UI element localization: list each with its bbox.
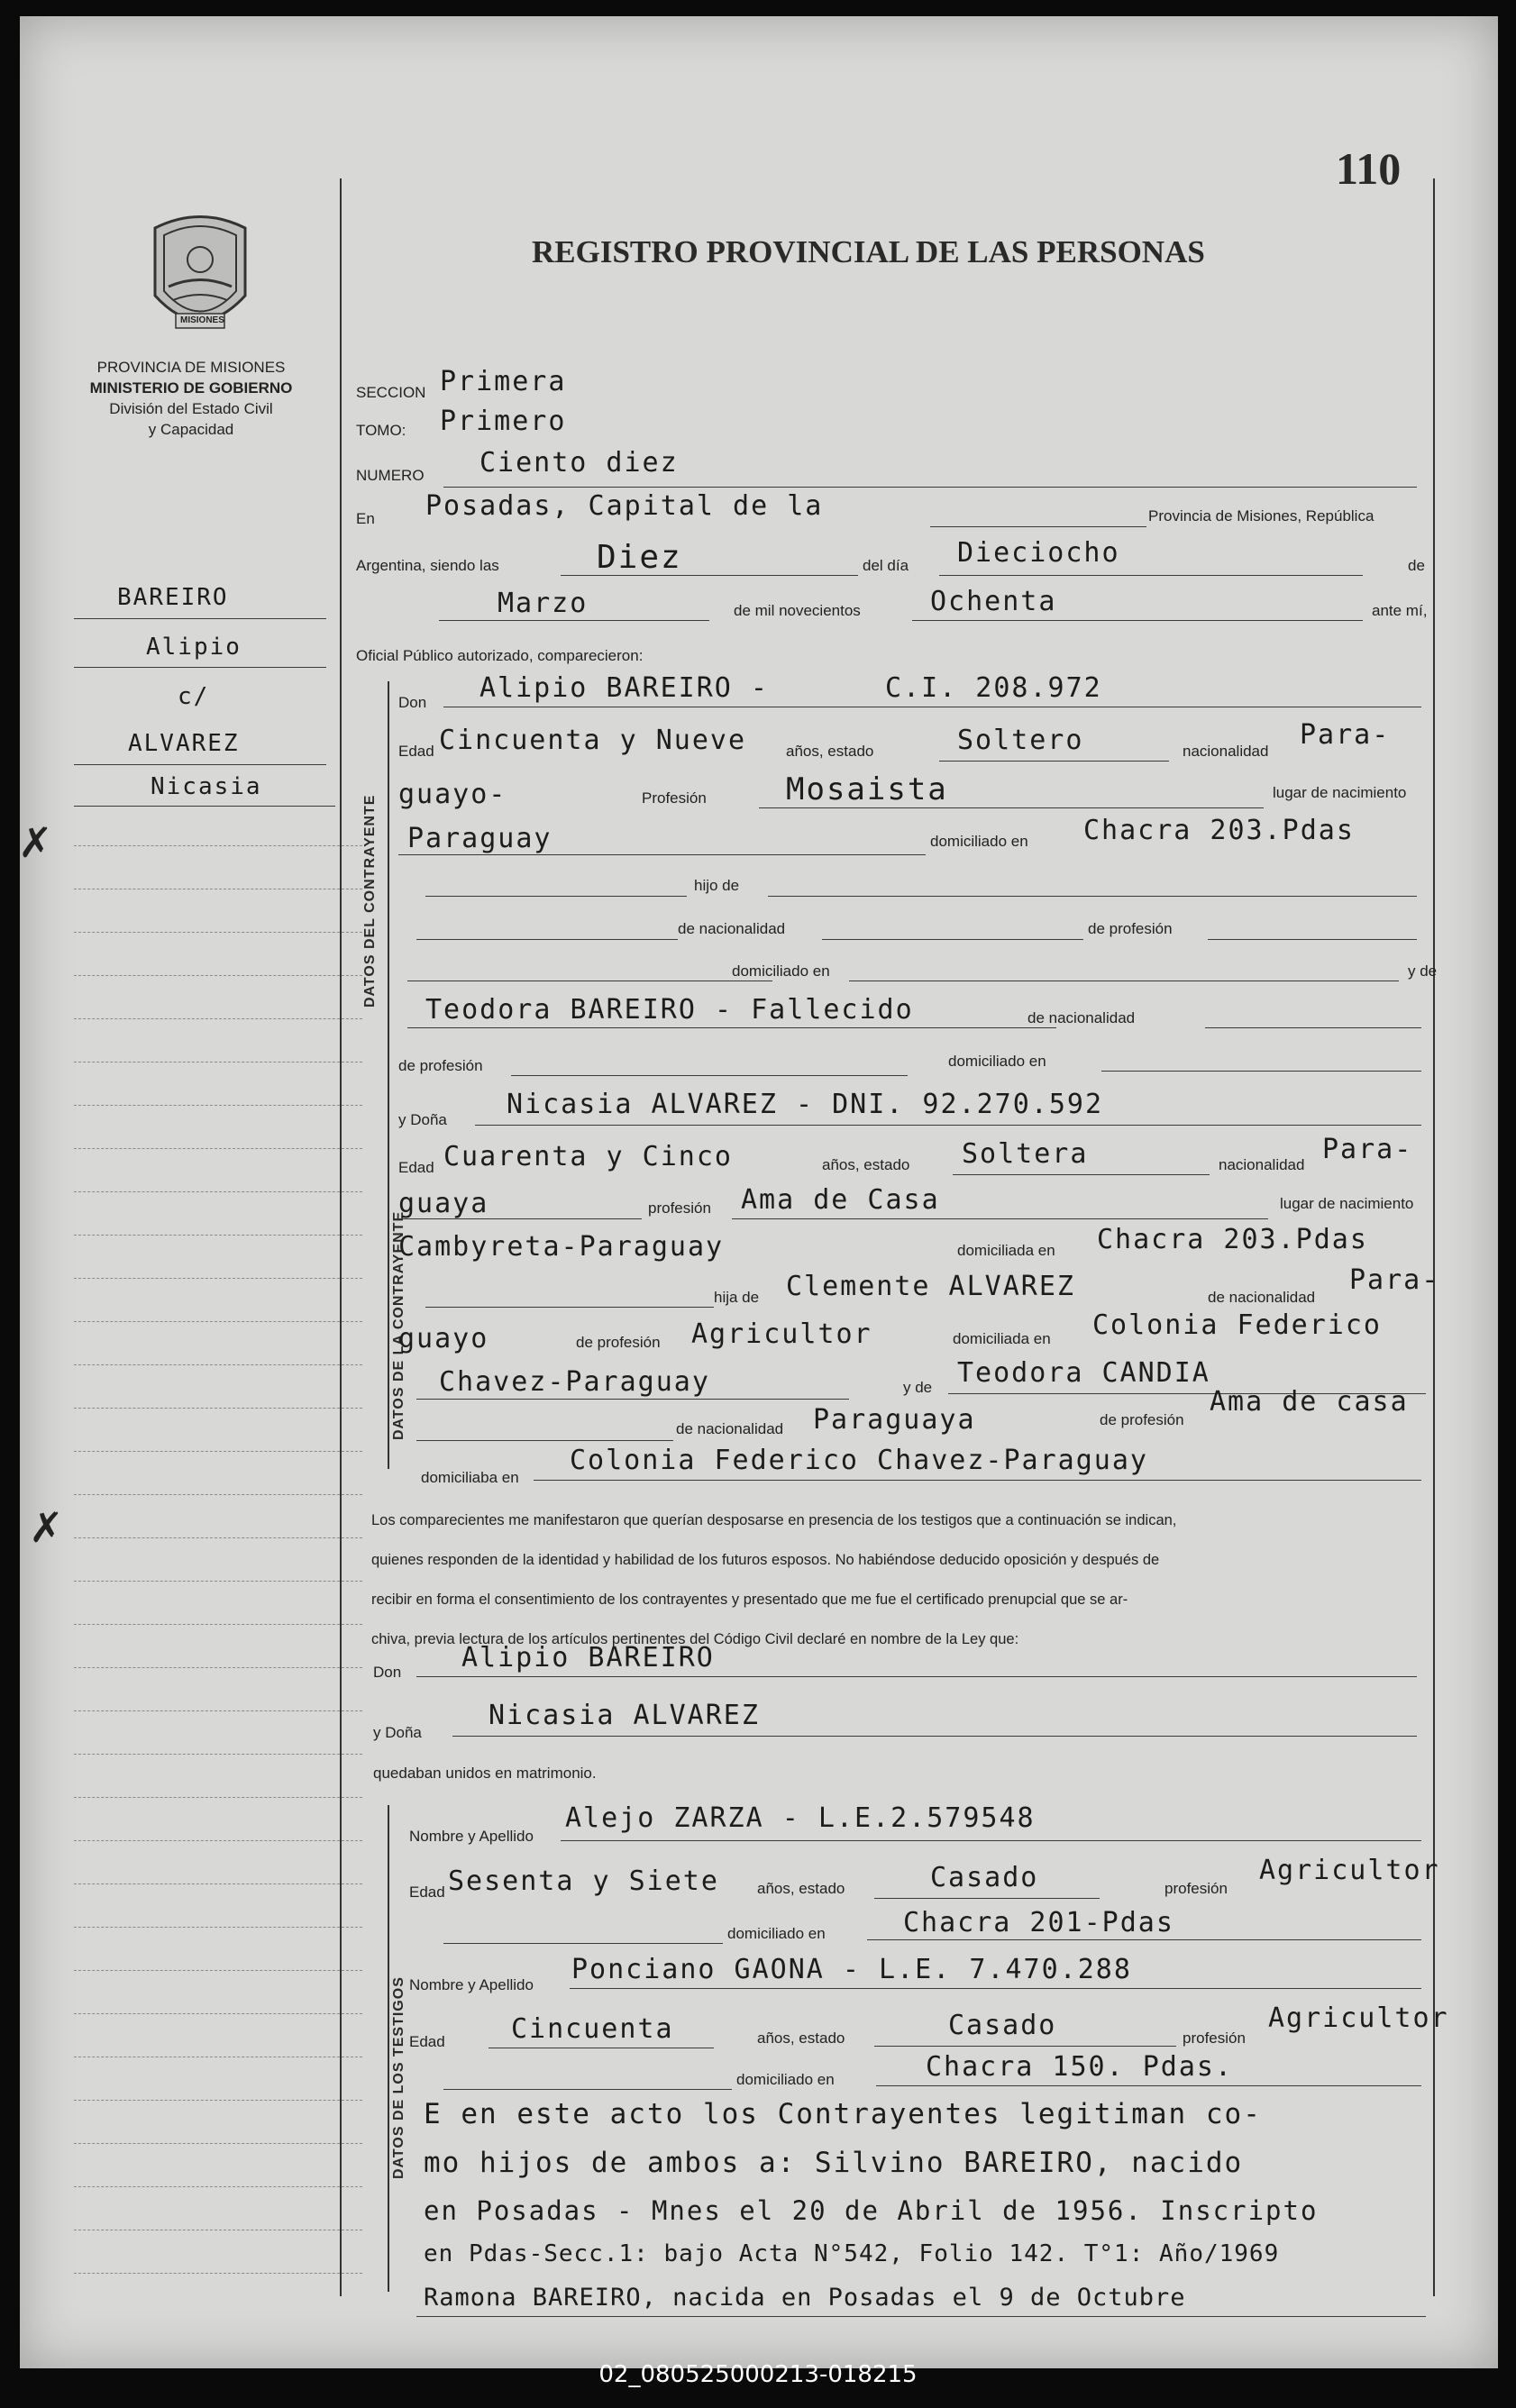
margin-note-line-2: Alipio — [146, 634, 242, 661]
value-padre-profesion: Agricultor — [691, 1318, 872, 1350]
label-profesion-3: profesión — [1164, 1880, 1228, 1897]
value-anio: Ochenta — [930, 586, 1057, 617]
value-padre-nacionalidad: Para- — [1349, 1264, 1440, 1296]
note-line-3: en Posadas - Mnes el 20 de Abril de 1956. Inscripto — [424, 2195, 1319, 2226]
label-domiciliado-en-3: domiciliado en — [948, 1053, 1046, 1070]
label-domiciliado-en-4: domiciliado en — [727, 1925, 826, 1942]
label-nombre-apellido: Nombre y Apellido — [409, 1828, 534, 1845]
label-nacionalidad-2: nacionalidad — [1219, 1156, 1305, 1173]
label-numero: NUMERO — [356, 467, 425, 484]
label-anos-estado-4: años, estado — [757, 2029, 845, 2047]
label-de: de — [1408, 557, 1425, 574]
label-domiciliado-en-2: domiciliado en — [732, 962, 830, 980]
value-nacionalidad-2: Para- — [1322, 1134, 1413, 1165]
crest-banner-text: MISIONES — [180, 315, 224, 325]
side-label-contrayente: DATOS DEL CONTRAYENTE — [362, 794, 378, 1008]
value-estado: Soltero — [957, 725, 1084, 756]
side-label-testigos: DATOS DE LOS TESTIGOS — [391, 1976, 406, 2179]
value-testigo-1-estado: Casado — [930, 1862, 1039, 1893]
label-mil: de mil novecientos — [734, 602, 861, 619]
value-testigo-1: Alejo ZARZA - L.E.2.579548 — [565, 1802, 1036, 1834]
label-seccion: SECCION — [356, 384, 426, 401]
value-testigo-1-profesion: Agricultor — [1259, 1855, 1440, 1886]
value-lugar: Paraguay — [407, 823, 553, 854]
label-domiciliaba-en: domiciliaba en — [421, 1469, 519, 1486]
value-numero: Ciento diez — [479, 447, 679, 479]
value-testigo-2-edad: Cincuenta — [511, 2013, 674, 2045]
label-de-profesion-2: de profesión — [398, 1057, 483, 1074]
paragraph-line-4: chiva, previa lectura de los artículos pertinentes del Código Civil declaré en nombre de la Ley que: — [371, 1631, 1019, 1647]
label-en: En — [356, 510, 375, 527]
value-padre-domicilio-cont: Chavez-Paraguay — [439, 1366, 710, 1398]
label-nombre-apellido-2: Nombre y Apellido — [409, 1976, 534, 1993]
label-de-profesion: de profesión — [1088, 920, 1173, 937]
label-lugar-2: lugar de nacimiento — [1280, 1195, 1414, 1212]
label-de-profesion-4: de profesión — [1100, 1411, 1184, 1428]
label-de-nacionalidad: de nacionalidad — [678, 920, 786, 937]
label-don-final: Don — [373, 1664, 402, 1681]
label-y-de: y de — [1408, 962, 1438, 980]
label-domiciliada-en-2: domiciliada en — [953, 1330, 1051, 1347]
value-profesion-2: Ama de Casa — [741, 1184, 940, 1216]
value-madre: Teodora CANDIA — [957, 1357, 1210, 1389]
margin-check-mark-2: ✗ — [29, 1503, 64, 1552]
label-nacionalidad: nacionalidad — [1183, 743, 1269, 760]
margin-note-line-4: ALVAREZ — [128, 730, 240, 757]
label-edad-4: Edad — [409, 2033, 445, 2050]
value-padre-nacionalidad-cont: guayo — [398, 1323, 489, 1354]
label-anos-estado: años, estado — [786, 743, 874, 760]
value-nacionalidad: Para- — [1300, 719, 1391, 751]
agency-block — [56, 357, 326, 440]
margin-check-mark-1: ✗ — [18, 818, 53, 867]
note-line-4: en Pdas-Secc.1: bajo Acta N°542, Folio 142. T°1: Año/1969 — [424, 2240, 1280, 2267]
label-oficial: Oficial Público autorizado, comparecieron: — [356, 647, 644, 664]
page-number: 110 — [1336, 143, 1402, 194]
value-nacionalidad-cont: guayo- — [398, 779, 507, 810]
label-domiciliado-en: domiciliado en — [930, 833, 1028, 850]
label-edad: Edad — [398, 743, 434, 760]
label-hijo-de: hijo de — [694, 877, 740, 894]
value-domicilio-2: Chacra 203.Pdas — [1097, 1224, 1368, 1255]
label-don: Don — [398, 694, 427, 711]
value-testigo-1-domicilio: Chacra 201-Pdas — [903, 1907, 1174, 1938]
declaration-paragraph — [371, 1500, 1426, 1659]
paragraph-line-1: Los comparecientes me manifestaron que querían desposarse en presencia de los testigos que a continuación se indican, — [371, 1512, 1177, 1528]
value-estado-2: Soltera — [962, 1138, 1089, 1170]
side-label-la-contrayente: DATOS DE LA CONTRAYENTE — [391, 1210, 406, 1440]
label-y-dona: y Doña — [398, 1111, 447, 1128]
label-profesion-2: profesión — [648, 1199, 711, 1217]
label-quedaban: quedaban unidos en matrimonio. — [373, 1765, 597, 1782]
value-edad-2: Cuarenta y Cinco — [443, 1141, 733, 1172]
margin-note-line-3: c/ — [178, 683, 210, 710]
label-provincia: Provincia de Misiones, República — [1148, 507, 1374, 524]
value-seccion: Primera — [440, 366, 567, 397]
value-dona: Nicasia ALVAREZ - DNI. 92.270.592 — [507, 1089, 1104, 1120]
agency-line-2: MINISTERIO DE GOBIERNO — [89, 379, 293, 397]
label-lugar: lugar de nacimiento — [1273, 784, 1407, 801]
value-mes: Marzo — [498, 588, 589, 619]
margin-note-line-5: Nicasia — [151, 773, 262, 800]
value-tomo: Primero — [440, 406, 567, 437]
agency-line-3: División del Estado Civil — [109, 400, 273, 417]
document-page — [20, 16, 1498, 2368]
value-edad: Cincuenta y Nueve — [439, 725, 747, 756]
label-y-de-2: y de — [903, 1379, 933, 1396]
value-en: Posadas, Capital de la — [425, 490, 824, 522]
value-dona-final: Nicasia ALVAREZ — [489, 1700, 760, 1731]
label-edad-2: Edad — [398, 1159, 434, 1176]
paragraph-line-2: quienes responden de la identidad y habilidad de los futuros esposos. No habiéndose deducido oposición y después de — [371, 1552, 1160, 1568]
value-domicilio: Chacra 203.Pdas — [1083, 815, 1355, 846]
label-del-dia: del día — [863, 557, 909, 574]
label-de-nacionalidad-4: de nacionalidad — [676, 1420, 784, 1437]
value-don-ci: C.I. 208.972 — [885, 672, 1102, 704]
value-testigo-2-estado: Casado — [948, 2010, 1057, 2041]
label-hija-de: hija de — [714, 1289, 760, 1306]
value-madre-profesion: Ama de casa — [1210, 1386, 1409, 1418]
label-de-profesion-3: de profesión — [576, 1334, 661, 1351]
value-testigo-1-edad: Sesenta y Siete — [448, 1865, 719, 1897]
label-domiciliado-en-5: domiciliado en — [736, 2071, 835, 2088]
agency-line-4: y Capacidad — [148, 421, 234, 438]
label-de-nacionalidad-2: de nacionalidad — [1027, 1009, 1136, 1026]
value-don: Alipio BAREIRO - — [479, 672, 769, 704]
label-profesion: Profesión — [642, 789, 707, 807]
agency-line-1: PROVINCIA DE MISIONES — [96, 359, 286, 376]
value-testigo-2-profesion: Agricultor — [1268, 2002, 1449, 2034]
label-profesion-4: profesión — [1183, 2029, 1246, 2047]
label-de-nacionalidad-3: de nacionalidad — [1208, 1289, 1316, 1306]
value-madre-domicilio: Colonia Federico Chavez-Paraguay — [570, 1445, 1148, 1476]
value-nacionalidad-2-cont: guaya — [398, 1188, 489, 1219]
value-don-final: Alipio BAREIRO — [461, 1642, 715, 1674]
margin-note-line-1: BAREIRO — [117, 584, 229, 611]
value-testigo-2-domicilio: Chacra 150. Pdas. — [926, 2051, 1234, 2083]
value-testigo-2: Ponciano GAONA - L.E. 7.470.288 — [571, 1954, 1132, 1985]
value-hora: Diez — [597, 539, 682, 576]
value-madre-nacionalidad: Paraguaya — [813, 1404, 976, 1436]
value-hija-de: Clemente ALVAREZ — [786, 1271, 1075, 1302]
note-line-5: Ramona BAREIRO, nacida en Posadas el 9 de Octubre — [424, 2284, 1186, 2312]
label-domiciliada-en: domiciliada en — [957, 1242, 1055, 1259]
label-argentina: Argentina, siendo las — [356, 557, 499, 574]
value-lugar-2: Cambyreta-Paraguay — [398, 1231, 725, 1263]
image-caption: 02_080525000213-018215 — [598, 2361, 918, 2388]
label-y-dona-final: y Doña — [373, 1724, 422, 1741]
value-profesion: Mosaista — [786, 771, 948, 807]
label-anos-estado-2: años, estado — [822, 1156, 910, 1173]
value-dia: Dieciocho — [957, 537, 1120, 569]
value-padre-madre: Teodora BAREIRO - Fallecido — [425, 994, 914, 1026]
label-edad-3: Edad — [409, 1884, 445, 1901]
document-title: REGISTRO PROVINCIAL DE LAS PERSONAS — [532, 234, 1205, 269]
note-line-1: E en este acto los Contrayentes legitiman co- — [424, 2098, 1262, 2130]
label-tomo: TOMO: — [356, 422, 406, 439]
label-anos-estado-3: años, estado — [757, 1880, 845, 1897]
paragraph-line-3: recibir en forma el consentimiento de los contrayentes y presentado que me fue el certificado prenupcial que se ar- — [371, 1592, 1128, 1608]
value-padre-domicilio: Colonia Federico — [1092, 1309, 1382, 1341]
label-ante: ante mí, — [1372, 602, 1428, 619]
note-line-2: mo hijos de ambos a: Silvino BAREIRO, nacido — [424, 2147, 1244, 2179]
